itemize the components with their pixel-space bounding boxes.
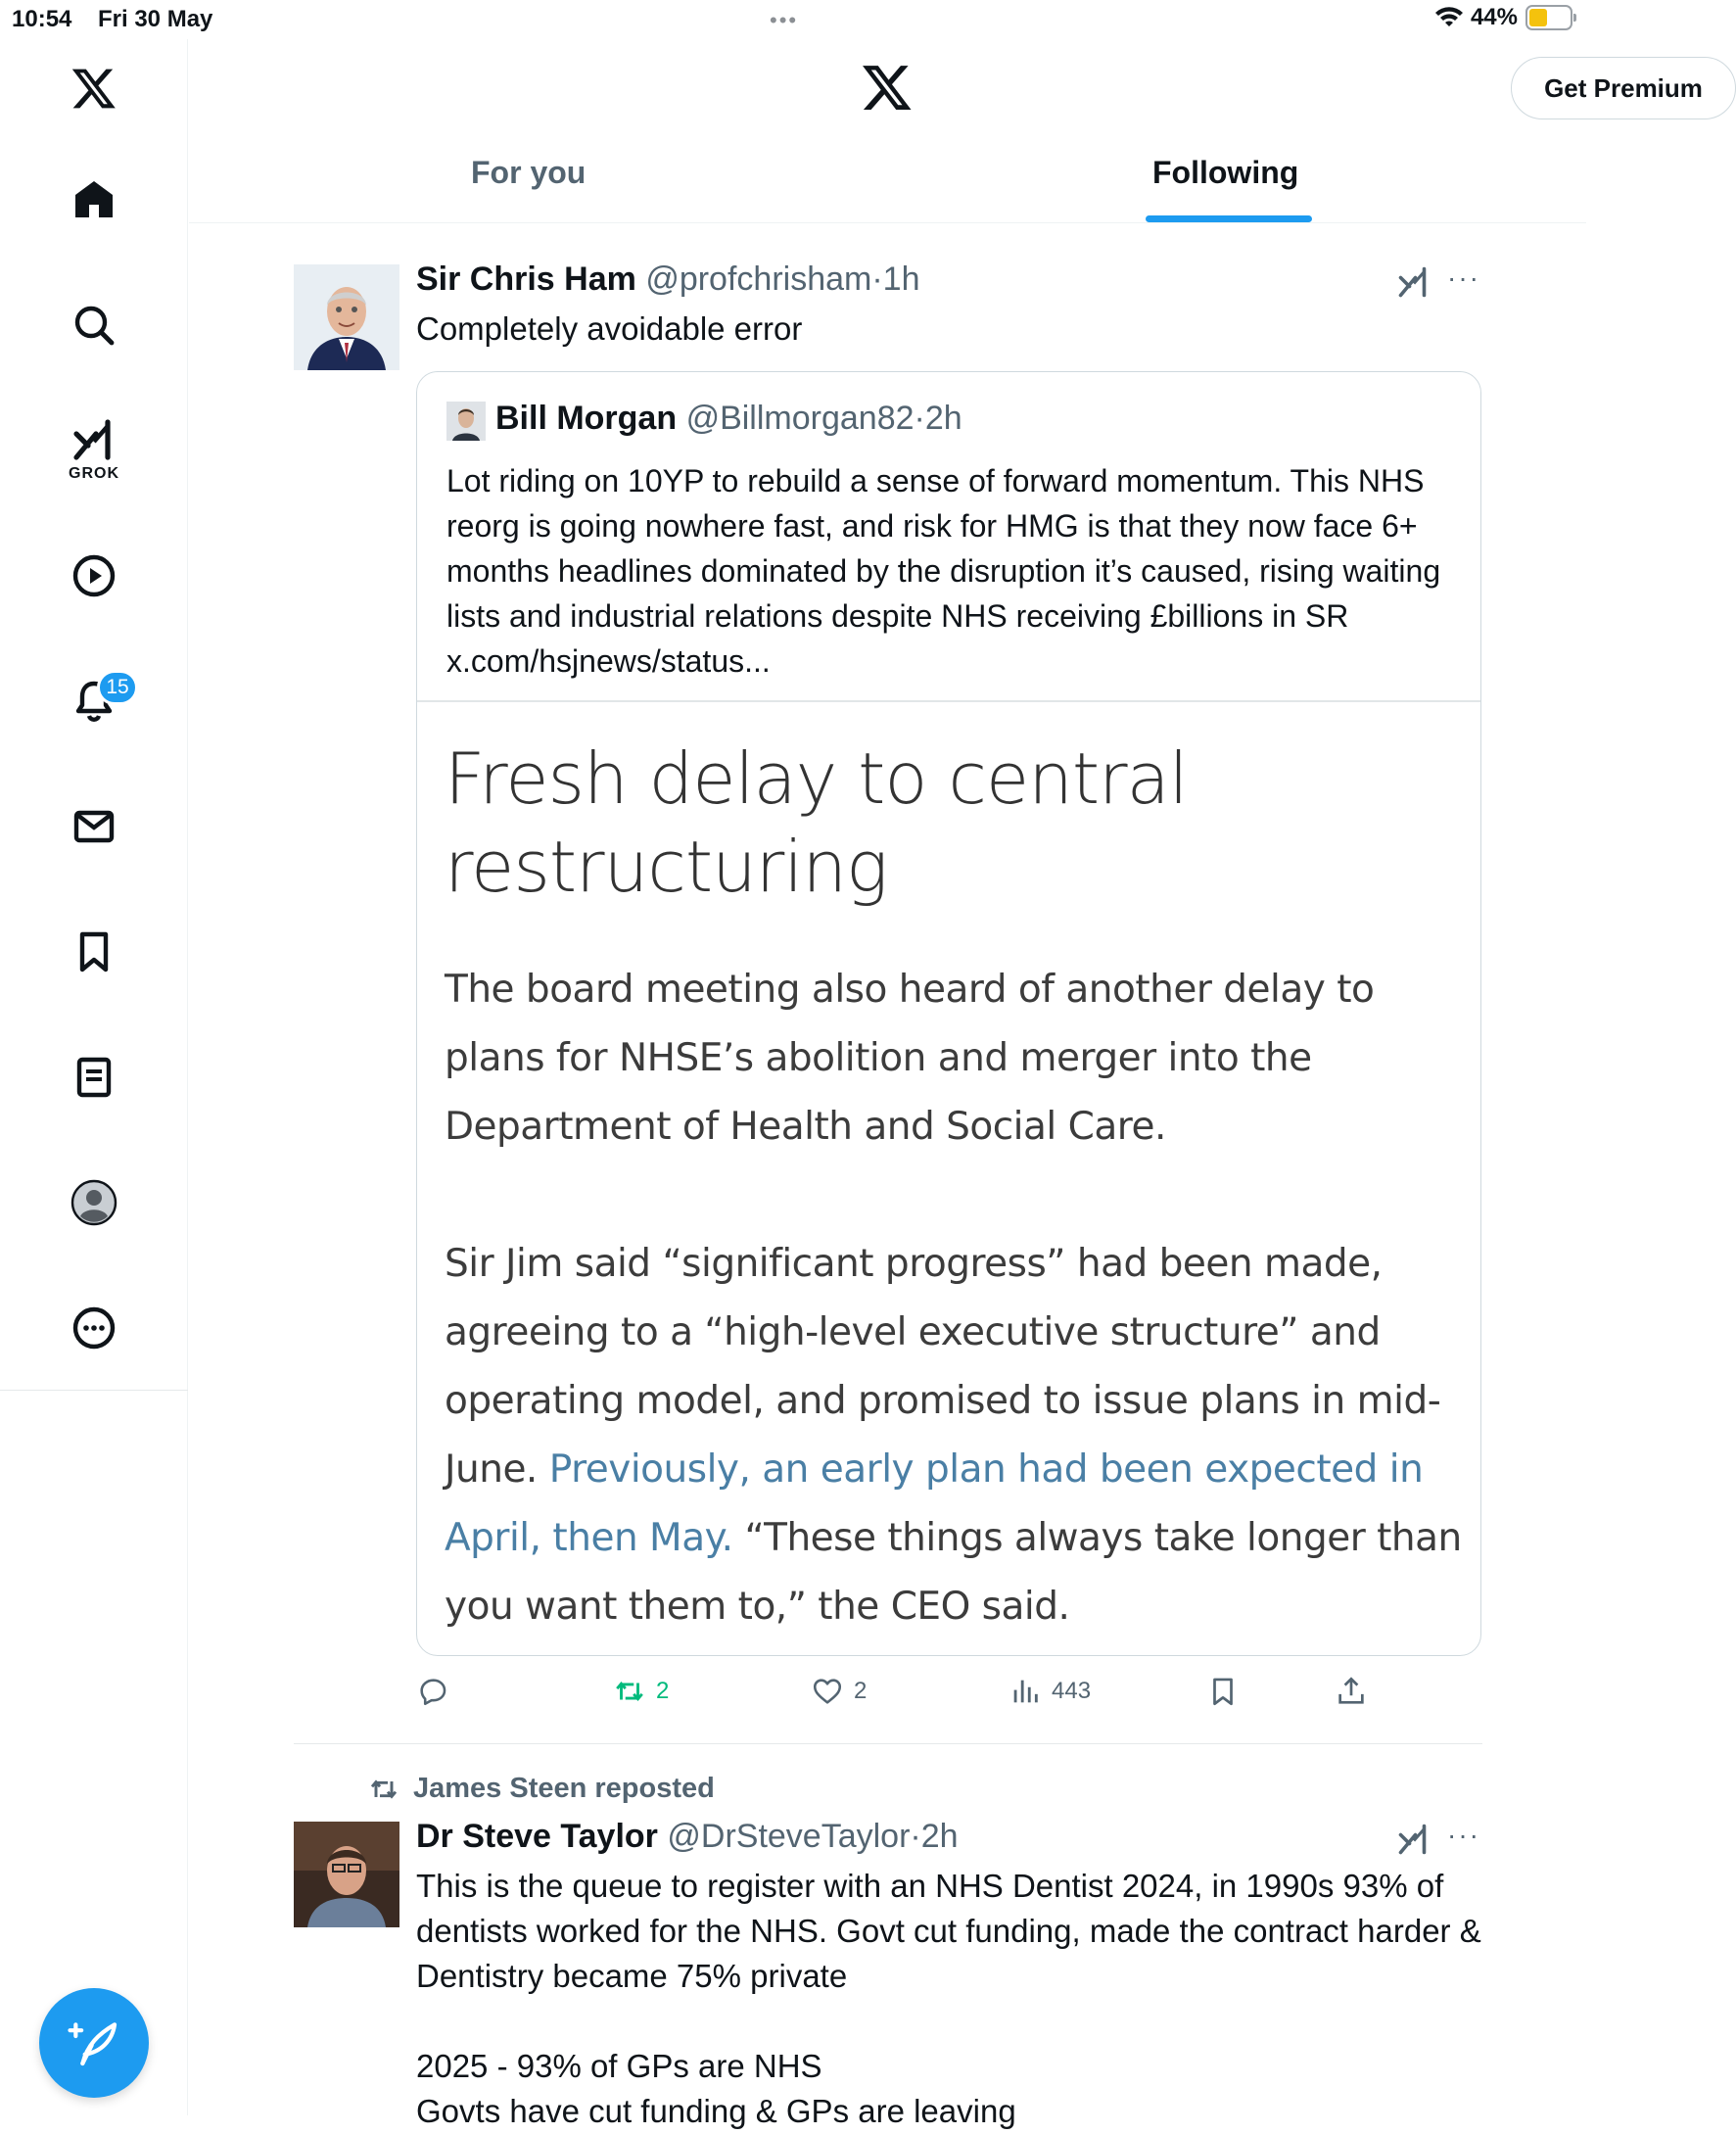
repost-button[interactable] <box>613 1675 669 1708</box>
active-tab-indicator <box>1146 215 1312 222</box>
compose-feather-icon <box>67 2015 121 2070</box>
reposted-by-label[interactable]: James Steen reposted <box>413 1773 715 1804</box>
like-count: 2 <box>854 1678 868 1704</box>
tweet-header <box>416 261 920 299</box>
compose-button[interactable] <box>39 1988 149 2098</box>
tab-for-you[interactable]: For you <box>471 155 586 190</box>
article-paragraph-2-start: Sir Jim said “significant progress” had been made, agreeing to a “high-level executive structure” and operating model, and promised to issue plans in mid-June. <box>445 1242 1441 1492</box>
article-paragraph-1: The board meeting also heard of another delay to plans for NHSE’s abolition and merger into the Department of Health and Social Care. <box>445 968 1375 1149</box>
grok-nav-item[interactable] <box>59 416 129 483</box>
repost-context <box>368 1773 715 1805</box>
status-date: Fri 30 May <box>98 6 213 32</box>
status-right <box>1435 4 1572 31</box>
quoted-author-name[interactable]: Bill Morgan <box>495 400 678 437</box>
x-logo-icon[interactable] <box>65 59 123 118</box>
separator-dot: · <box>910 1818 921 1855</box>
battery-percent: 44% <box>1470 4 1518 30</box>
article-paragraph-2-end: “These things always take longer than you want them to,” the CEO said. <box>445 1516 1462 1629</box>
battery-icon <box>1525 5 1572 30</box>
bookmark-icon <box>1206 1675 1240 1708</box>
repost-count: 2 <box>656 1678 670 1704</box>
views-chart-icon <box>1009 1675 1042 1708</box>
tweet-text-line-2: 2025 - 93% of GPs are NHS <box>416 2048 822 2084</box>
like-button[interactable] <box>811 1675 867 1708</box>
tweet-actions <box>0 1675 1586 1724</box>
views-button[interactable] <box>1009 1675 1091 1708</box>
mail-icon[interactable] <box>65 797 123 856</box>
quoted-tweet-time: 2h <box>924 400 962 437</box>
status-bar <box>0 0 1586 39</box>
notification-badge: 15 <box>97 670 138 705</box>
quoted-tweet-text: Lot riding on 10YP to rebuild a sense of forward momentum. This NHS reorg is going nowhere fast, and risk for HMG is that they now face 6+ months headlines dominated by the disruption it’s caused, rising waiting lists and industrial relations despite NHS receiving £billions in SR x.com/hsjnews/status... <box>446 463 1441 679</box>
blank-line <box>416 1999 1483 2044</box>
quoted-tweet[interactable] <box>416 371 1481 1656</box>
get-premium-button[interactable]: Get Premium <box>1511 57 1736 119</box>
quoted-tweet-header <box>495 400 962 438</box>
tab-following[interactable]: Following <box>1152 155 1299 190</box>
author-name[interactable]: Dr Steve Taylor <box>416 1818 658 1855</box>
repost-icon <box>613 1675 646 1708</box>
status-time: 10:54 <box>12 6 72 32</box>
more-options-icon[interactable]: ··· <box>1447 262 1480 293</box>
video-play-icon[interactable] <box>65 546 123 605</box>
x-logo-icon[interactable] <box>861 61 914 119</box>
reply-icon <box>416 1675 449 1708</box>
bookmark-button[interactable] <box>1206 1675 1240 1708</box>
grok-icon <box>70 416 117 463</box>
grok-explain-icon[interactable] <box>1396 1822 1431 1862</box>
home-icon[interactable] <box>65 170 123 229</box>
article-image-body <box>445 956 1463 1710</box>
view-count: 443 <box>1052 1678 1092 1704</box>
article-link-text: Previously, an early plan had been expected in April, then May. <box>445 1447 1424 1560</box>
tweet-text: Completely avoidable error <box>416 310 803 347</box>
tweet-text-line-3: Govts have cut funding & GPs are leaving <box>416 2093 1016 2129</box>
avatar-chris-ham[interactable] <box>294 264 399 370</box>
tweet-time[interactable]: 2h <box>920 1818 959 1855</box>
search-icon[interactable] <box>65 296 123 355</box>
author-handle[interactable]: @DrSteveTaylor <box>667 1818 911 1855</box>
grok-explain-icon[interactable] <box>1396 264 1431 305</box>
author-name[interactable]: Sir Chris Ham <box>416 261 636 298</box>
multitasking-dots-icon[interactable]: ••• <box>770 8 799 32</box>
bookmark-icon[interactable] <box>65 923 123 981</box>
timeline-header <box>189 39 1703 223</box>
tweet-divider <box>294 1743 1482 1744</box>
list-icon[interactable] <box>65 1048 123 1107</box>
separator-dot: · <box>871 261 883 298</box>
wifi-icon <box>1435 7 1463 28</box>
share-button[interactable] <box>1335 1675 1368 1708</box>
sidebar <box>0 39 188 2115</box>
reply-button[interactable] <box>416 1675 459 1708</box>
share-icon <box>1335 1675 1368 1708</box>
article-image-title: Fresh delay to central restructuring <box>445 737 1188 908</box>
tweet-time[interactable]: 1h <box>882 261 920 298</box>
quoted-author-handle[interactable]: @Billmorgan82 <box>685 400 915 437</box>
separator-dot: · <box>914 400 925 437</box>
avatar-bill-morgan[interactable] <box>446 402 486 441</box>
author-handle[interactable]: @profchrisham <box>645 261 872 298</box>
repost-icon <box>368 1774 399 1805</box>
article-paragraph-2 <box>445 1230 1463 1641</box>
tweet-header <box>416 1818 959 1856</box>
more-circle-icon[interactable] <box>65 1299 123 1357</box>
tweet-text <box>416 1864 1483 2134</box>
more-options-icon[interactable]: ··· <box>1447 1820 1480 1850</box>
quoted-media-divider <box>417 700 1480 702</box>
grok-label: GROK <box>69 465 119 482</box>
profile-avatar-icon[interactable] <box>65 1173 123 1232</box>
avatar-steve-taylor[interactable] <box>294 1822 399 1927</box>
tweet-text-line-1: This is the queue to register with an NHS Dentist 2024, in 1990s 93% of dentists worked for the NHS. Govt cut funding, made the contract harder & Dentistry became 75% private <box>416 1868 1481 1994</box>
heart-icon <box>811 1675 844 1708</box>
sidebar-divider <box>0 1390 188 1391</box>
